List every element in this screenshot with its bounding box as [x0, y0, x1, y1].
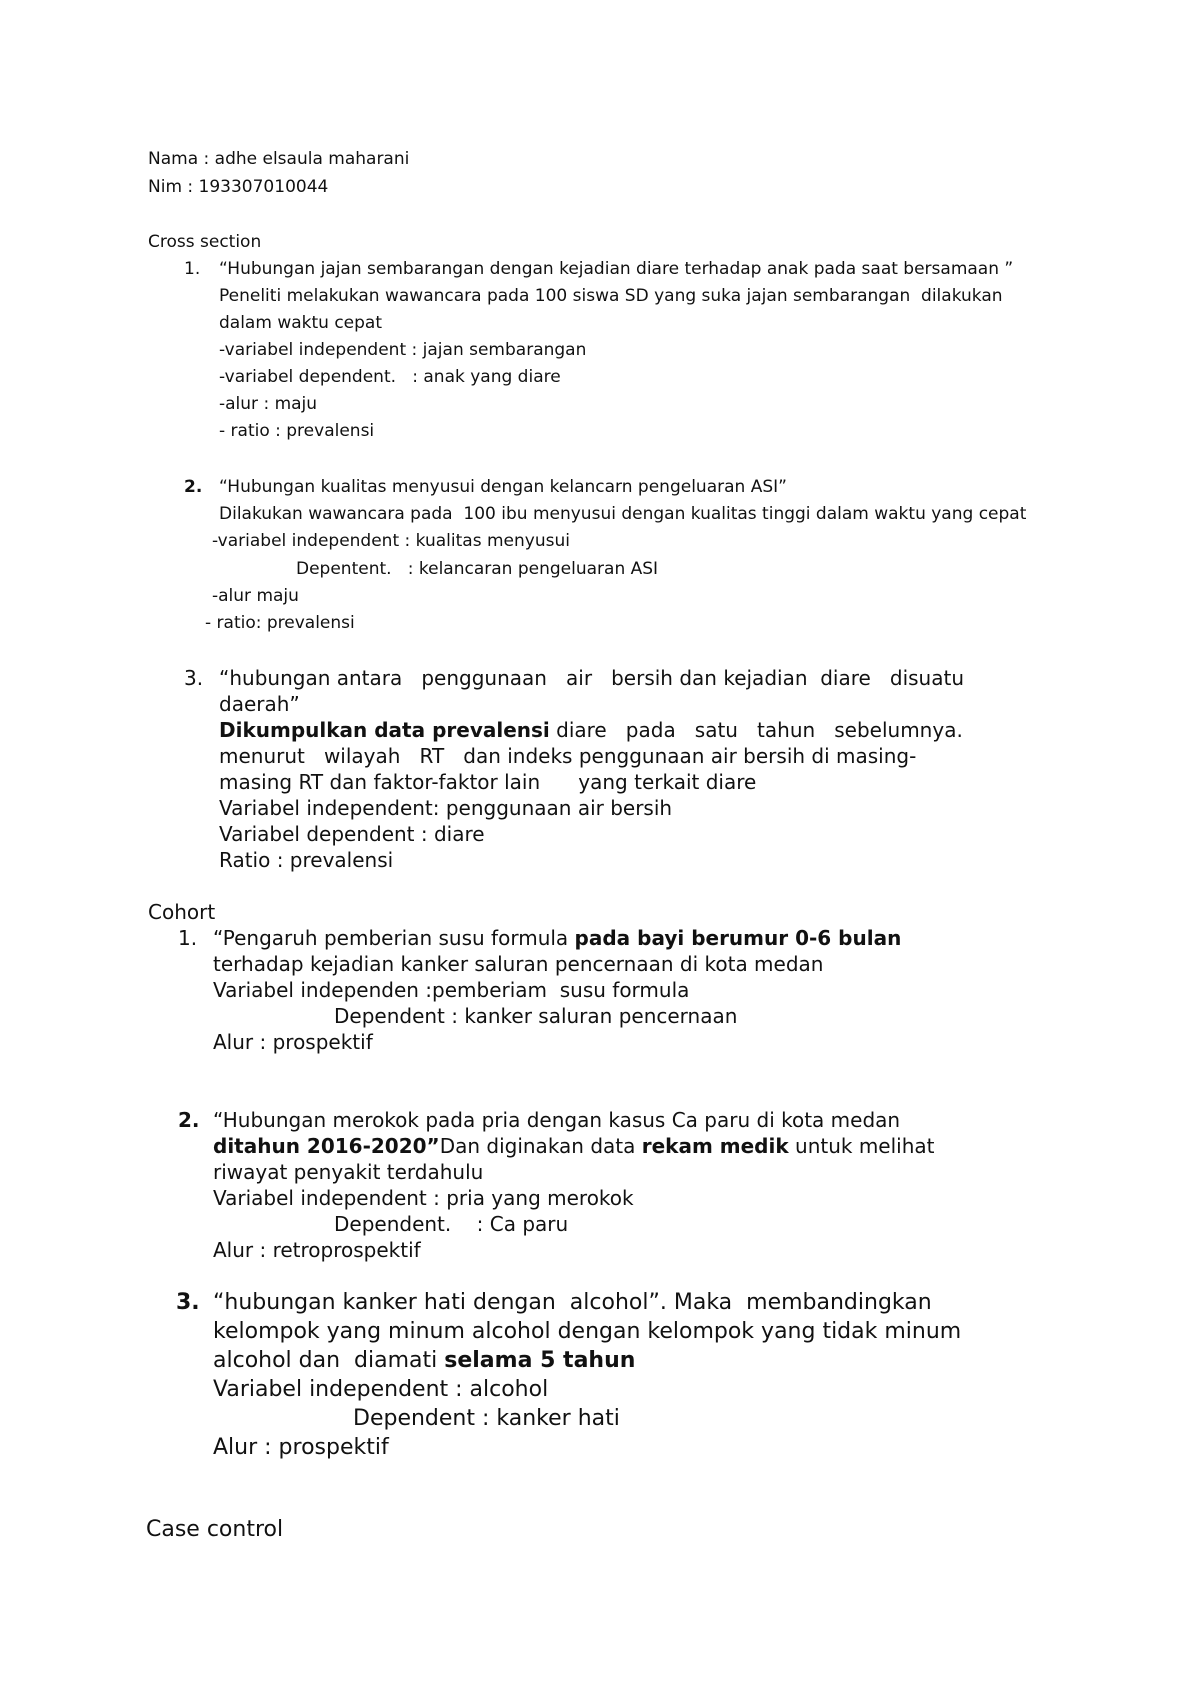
cs-item1-var-independent: -variabel independent : jajan sembarangan: [219, 340, 587, 360]
cohort-item3-var-dependent: Dependent : kanker hati: [353, 1406, 620, 1431]
cohort-item1-var-independent: Variabel independen :pemberiam susu formula: [213, 978, 690, 1002]
cs-item2-var-dependent: Depentent. : kelancaran pengeluaran ASI: [296, 559, 659, 579]
cs-item2-var-independent: -variabel independent : kualitas menyusui: [212, 531, 570, 551]
cs-item2-number: 2.: [184, 477, 203, 497]
cohort-item1-title-bold: pada bayi berumur 0-6 bulan: [574, 926, 902, 950]
cohort-item2-alur: Alur : retroprospektif: [213, 1238, 421, 1262]
cohort-item1-title-plain: “Pengaruh pemberian susu formula: [213, 926, 575, 950]
cohort-item3-var-independent: Variabel independent : alcohol: [213, 1377, 549, 1402]
cs-item3-var-dependent: Variabel dependent : diare: [219, 822, 485, 846]
cohort-item3-title: [213, 1350, 635, 1372]
cs-item3-desc-bold: Dikumpulkan data prevalensi: [219, 718, 550, 742]
cohort-item3-title: kelompok yang minum alcohol dengan kelompok yang tidak minum: [213, 1319, 962, 1344]
cohort-item2-number: 2.: [178, 1108, 200, 1132]
cs-item3-desc-rest: diare pada satu tahun sebelumnya.: [549, 718, 963, 742]
cs-item3-ratio: Ratio : prevalensi: [219, 848, 394, 872]
cs-item3-title: “hubungan antara penggunaan air bersih dan kejadian diare disuatu: [219, 666, 964, 690]
cohort-item3-text: alcohol dan diamati: [213, 1348, 445, 1373]
cohort-item1-alur: Alur : prospektif: [213, 1030, 373, 1054]
cs-item2-alur: -alur maju: [212, 586, 299, 606]
cohort-item2-title: [213, 1136, 935, 1156]
cohort-item2-var-dependent: Dependent. : Ca paru: [334, 1212, 569, 1236]
cohort-item3-duration-bold: selama 5 tahun: [444, 1348, 636, 1373]
cohort-item3-title: “hubungan kanker hati dengan alcohol”. Maka membandingkan: [213, 1290, 932, 1315]
cohort-heading: Cohort: [148, 900, 216, 924]
cs-item1-title: “Hubungan jajan sembarangan dengan kejadian diare terhadap anak pada saat bersamaan ”: [219, 259, 1014, 279]
cs-item2-desc: Dilakukan wawancara pada 100 ibu menyusui dengan kualitas tinggi dalam waktu yang cepat: [219, 504, 1027, 524]
cohort-item2-var-independent: Variabel independent : pria yang merokok: [213, 1186, 634, 1210]
cs-item1-number: 1.: [184, 259, 201, 279]
cs-item3-number: 3.: [184, 666, 204, 690]
case-control-heading: Case control: [146, 1517, 284, 1542]
cs-item1-alur: -alur : maju: [219, 394, 318, 414]
cs-item3-title: daerah”: [219, 692, 300, 716]
cs-item3-desc: [219, 720, 963, 740]
cs-item3-var-independent: Variabel independent: penggunaan air bersih: [219, 796, 673, 820]
name-line: Nama : adhe elsaula maharani: [148, 149, 410, 169]
cohort-item1-number: 1.: [178, 926, 198, 950]
cohort-item2-desc: riwayat penyakit terdahulu: [213, 1160, 484, 1184]
cohort-item2-year-bold: ditahun 2016-2020”: [213, 1134, 440, 1158]
cs-item3-desc: menurut wilayah RT dan indeks penggunaan air bersih di masing-: [219, 744, 917, 768]
cohort-item1-var-dependent: Dependent : kanker saluran pencernaan: [334, 1004, 738, 1028]
cs-item3-desc: masing RT dan faktor-faktor lain yang terkait diare: [219, 770, 757, 794]
cs-item1-ratio: - ratio : prevalensi: [219, 421, 375, 441]
cs-item1-desc: dalam waktu cepat: [219, 313, 383, 333]
cohort-item2-text: untuk melihat: [788, 1134, 935, 1158]
cohort-item1-title: [213, 928, 901, 948]
cs-item2-ratio: - ratio: prevalensi: [205, 613, 355, 633]
cohort-item2-rekam-bold: rekam medik: [641, 1134, 789, 1158]
cohort-item3-number: 3.: [176, 1290, 200, 1315]
cohort-item2-title: “Hubungan merokok pada pria dengan kasus Ca paru di kota medan: [213, 1108, 901, 1132]
cohort-item3-alur: Alur : prospektif: [213, 1435, 389, 1460]
cohort-item1-title: terhadap kejadian kanker saluran pencernaan di kota medan: [213, 952, 824, 976]
cs-item2-title: “Hubungan kualitas menyusui dengan kelancarn pengeluaran ASI”: [219, 477, 787, 497]
nim-line: Nim : 193307010044: [148, 177, 329, 197]
cross-section-heading: Cross section: [148, 232, 262, 252]
cohort-item2-text: Dan diginakan data: [439, 1134, 642, 1158]
cs-item1-var-dependent: -variabel dependent. : anak yang diare: [219, 367, 561, 387]
cs-item1-desc: Peneliti melakukan wawancara pada 100 siswa SD yang suka jajan sembarangan dilakukan: [219, 286, 1003, 306]
